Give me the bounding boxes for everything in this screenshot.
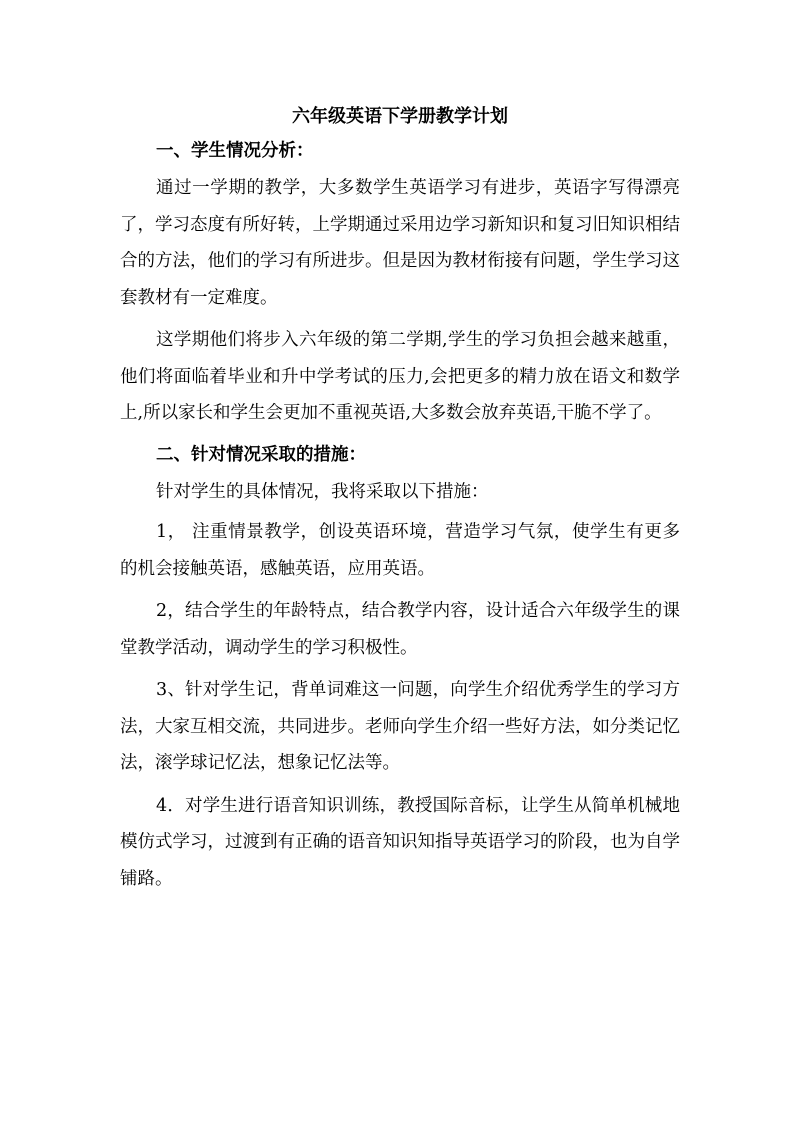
document-body [120, 100, 680, 903]
list-item-measure-4: 4．对学生进行语音知识训练，教授国际音标，让学生从简单机械地模仿式学习，过渡到有正确的语音知识知指导英语学习的阶段，也为自学铺路。 [120, 795, 680, 889]
document-title: 六年级英语下学册教学计划 [292, 106, 508, 127]
section-heading-student-analysis: 一、学生情况分析： [156, 141, 314, 161]
list-item-measure-3: 3、针对学生记，背单词难这一问题，向学生介绍优秀学生的学习方法，大家互相交流，共同进步。老师向学生介绍一些好方法，如分类记忆法，滚学球记忆法，想象记忆法等。 [120, 680, 680, 773]
list-item-measure-1: 1， 注重情景教学，创设英语环境，营造学习气氛，使学生有更多的机会接触英语，感触英语，应用英语。 [120, 522, 680, 579]
paragraph-student-progress: 通过一学期的教学，大多数学生英语学习有进步，英语字写得漂亮了，学习态度有所好转，上学期通过采用边学习新知识和复习旧知识相结合的方法，他们的学习有所进步。但是因为教材衔接有问题，学生学习这套教材有一定难度。 [120, 178, 680, 308]
paragraph-student-pressure: 这学期他们将步入六年级的第二学期,学生的学习负担会越来越重，他们将面临着毕业和升中学考试的压力,会把更多的精力放在语文和数学上,所以家长和学生会更加不重视英语,大多数会放弃英语,干脆不学了。 [120, 330, 680, 423]
list-item-measure-2: 2，结合学生的年龄特点，结合教学内容，设计适合六年级学生的课堂教学活动，调动学生的学习积极性。 [120, 601, 680, 658]
paragraph-measures-intro: 针对学生的具体情况，我将采取以下措施： [156, 481, 489, 502]
section-heading-measures: 二、针对情况采取的措施： [156, 444, 366, 465]
